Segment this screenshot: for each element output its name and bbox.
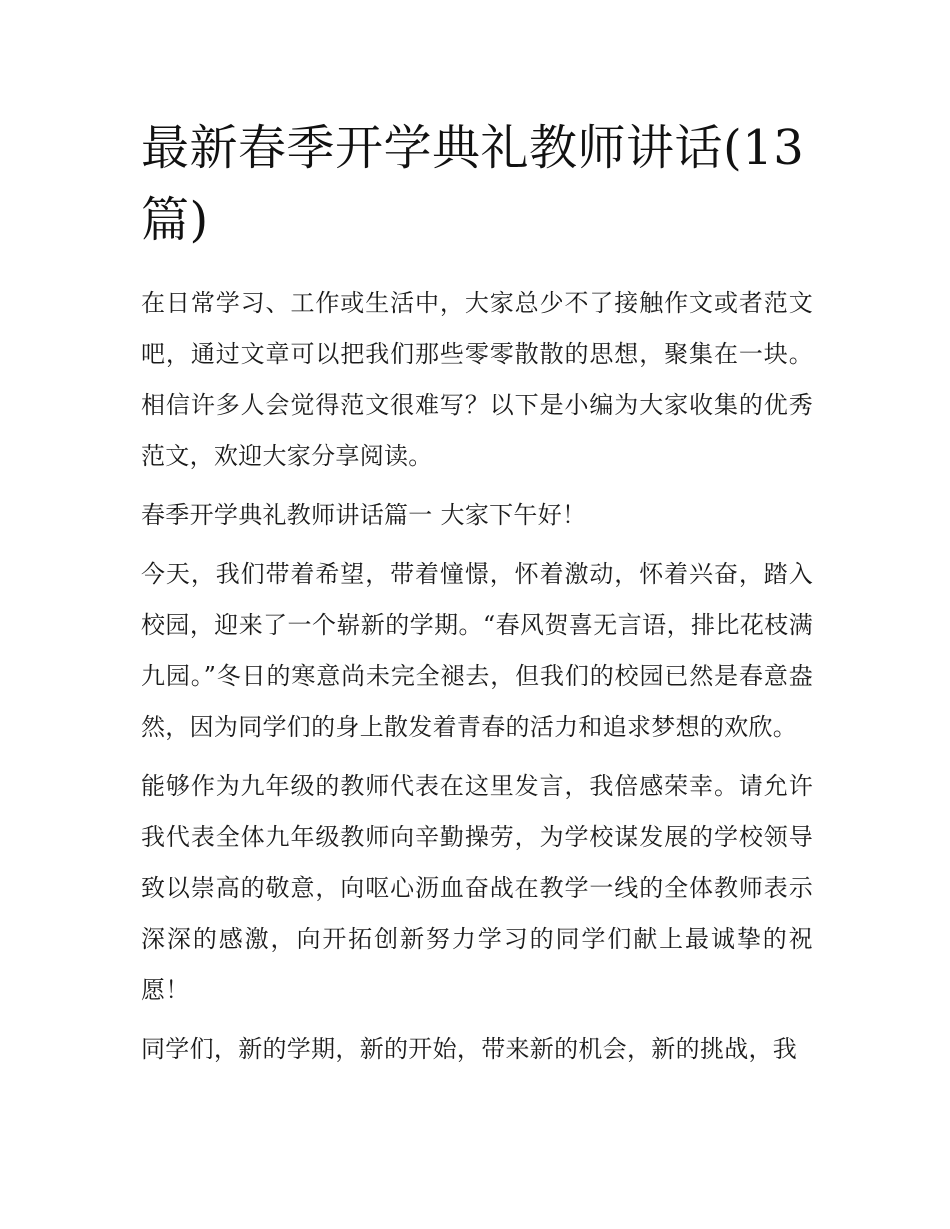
document-title: 最新春季开学典礼教师讲话(13篇) — [141, 120, 805, 248]
paragraph-gratitude: 能够作为九年级的教师代表在这里发言，我倍感荣幸。请允许我代表全体九年级教师向辛勤操劳，为学校谋发展的学校领导致以崇高的敬意，向呕心沥血奋战在教学一线的全体教师表示深深的感激，向开拓创新努力学习的同学们献上最诚挚的祝愿！ — [141, 772, 813, 1004]
document-page — [141, 112, 813, 1083]
paragraph-opening: 今天，我们带着希望，带着憧憬，怀着激动，怀着兴奋，踏入校园，迎来了一个崭新的学期。“春风贺喜无言语，排比花枝满九园。”冬日的寒意尚未完全褪去，但我们的校园已然是春意盎然，因为同学们的身上散发着青春的活力和追求梦想的欢欣。 — [141, 560, 813, 741]
document-body — [141, 278, 813, 1075]
paragraph-intro: 在日常学习、工作或生活中，大家总少不了接触作文或者范文吧，通过文章可以把我们那些零零散散的思想，聚集在一块。相信许多人会觉得范文很难写？以下是小编为大家收集的优秀范文，欢迎大家分享阅读。 — [141, 289, 813, 470]
paragraph-section-heading: 春季开学典礼教师讲话篇一 大家下午好！ — [141, 501, 587, 529]
paragraph-new-semester: 同学们，新的学期，新的开始，带来新的机会，新的挑战，我 — [141, 1035, 798, 1063]
